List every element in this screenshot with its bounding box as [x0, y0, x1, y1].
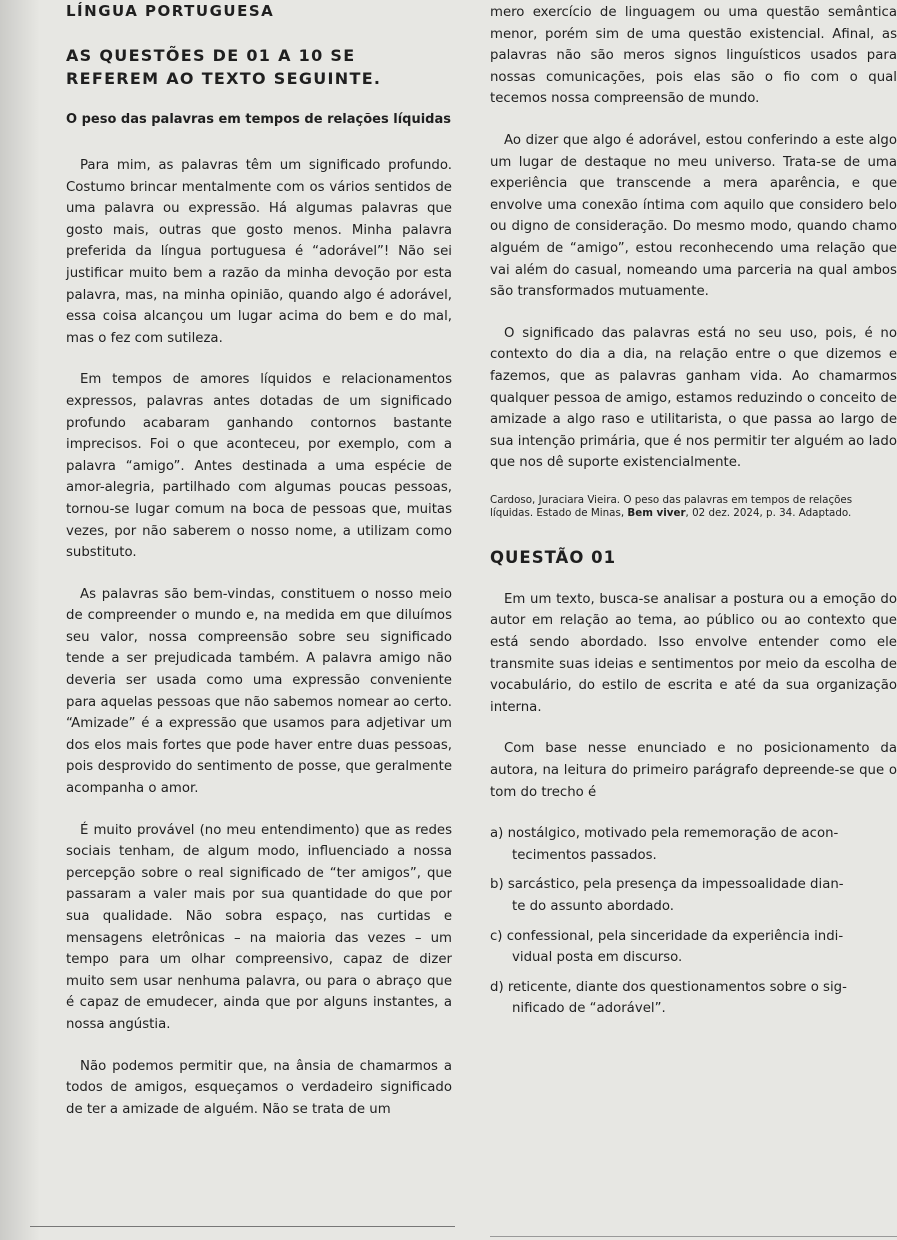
question-prompt-2: Com base nesse enunciado e no posicionamento da autora, na leitura do primeiro parágrafo depreende-se que o tom do trecho é	[490, 741, 897, 800]
option-d-line-1: d) reticente, diante dos questionamentos sobre o sig-	[490, 979, 847, 995]
option-c-line-2: vidual posta em discurso.	[512, 950, 683, 966]
option-d-line-2: nificado de “adorável”.	[512, 1001, 666, 1017]
citation-text: Cardoso, Juraciara Vieira. O peso das palavras em tempos de relações líquidas. Estado de Minas,	[490, 493, 853, 519]
paragraph-7: O significado das palavras está no seu uso, pois, é no contexto do dia a dia, na relação entre o que dizemos e fazemos, que as palavras ganham vida. Ao chamarmos qualquer pessoa de amigo, estamos reduzindo o conceito de amizade a algo raso e utilitarista, o que passa ao largo de sua intenção primária, que é nos permitir ter alguém ao lado que nos dê suporte existencialmente.	[490, 325, 897, 471]
paragraph-3: As palavras são bem-vindas, constituem o nosso meio de compreender o mundo e, na medida em que diluímos seu valor, nossa compreensão sobre seu significado tende a ser prejudicada também. A palavra amigo não deveria ser usada como uma expressão conveniente para aquelas pessoas que não sabemos nomear ao certo. “Amizade” é a expressão que usamos para adjetivar um dos elos mais fortes que pode haver entre duas pessoas, pois desprovido do sentimento de posse, que geralmente acompanha o amor.	[66, 586, 452, 797]
instruction-heading: AS QUESTÕES DE 01 A 10 SE REFEREM AO TEXTO SEGUINTE.	[66, 46, 382, 88]
paragraph-4: É muito provável (no meu entendimento) que as redes sociais tenham, de algum modo, influenciado a nossa percepção sobre o real significado de “ter amigos”, que passaram a valer mais por sua quantidade do que por sua qualidade. Não sobra espaço, nas curtidas e mensagens eletrônicas – na maioria das vezes – um tempo para um olhar compreensivo, capaz de dizer muito sem usar nenhuma palavra, ou para o abraço que é capaz de emudecer, ainda que por alguns instantes, a nossa angústia.	[66, 822, 452, 1032]
citation	[490, 494, 897, 520]
option-d[interactable]	[490, 977, 897, 1020]
subject-heading: LÍNGUA PORTUGUESA	[66, 2, 275, 20]
page-bottom-rule-right	[490, 1236, 897, 1237]
question-title: QUESTÃO 01	[490, 547, 617, 567]
option-b-line-1: b) sarcástico, pela presença da impessoalidade dian-	[490, 877, 844, 893]
option-c-line-1: c) confessional, pela sinceridade da experiência indi-	[490, 928, 844, 944]
option-b-line-2: te do assunto abordado.	[512, 899, 674, 914]
paragraph-1: Para mim, as palavras têm um significado profundo. Costumo brincar mentalmente com os vários sentidos de uma palavra ou expressão. Há algumas palavras que gosto mais, outras que gosto menos. Minha palavra preferida da língua portuguesa é “adorável”! Não sei justificar muito bem a razão da minha devoção por esta palavra, mas, na minha opinião, quando algo é adorável, essa coisa alcançou um lugar acima do bem e do mal, mas o fez com sutileza.	[66, 158, 452, 346]
text-title: O peso das palavras em tempos de relações líquidas	[66, 112, 451, 127]
right-column	[490, 2, 897, 1028]
question-prompt-1: Em um texto, busca-se analisar a postura ou a emoção do autor em relação ao tema, ao público ou ao contexto que está sendo abordado. Isso envolve entender como ele transmite suas ideias e sentimentos por meio da escolha de vocabulário, do estilo de escrita e até da sua organização interna.	[490, 591, 897, 715]
citation-section: Bem viver	[627, 506, 686, 519]
paragraph-6: Ao dizer que algo é adorável, estou conferindo a este algo um lugar de destaque no meu universo. Trata-se de uma experiência que transcende a mera aparência, e que envolve uma conexão íntima com aquilo que considero belo ou digno de consideração. Do mesmo modo, quando chamo alguém de “amigo”, estou reconhecendo uma relação que vai além do casual, nomeando uma parceria na qual ambos são transformados mutuamente.	[490, 132, 897, 300]
paragraph-5-continued: mero exercício de linguagem ou uma questão semântica menor, porém sim de uma questão existencial. Afinal, as palavras não são meros signos linguísticos usados para nossas comunicações, pois elas são o fio com o qual tecemos nossa compreensão de mundo.	[490, 5, 897, 107]
page-shadow	[0, 0, 40, 1240]
left-column	[66, 2, 452, 1140]
citation-end: , 02 dez. 2024, p. 34. Adaptado.	[685, 506, 852, 519]
option-a-line-1: a) nostálgico, motivado pela rememoração de acon-	[490, 826, 839, 842]
paragraph-5: Não podemos permitir que, na ânsia de chamarmos a todos de amigos, esqueçamos o verdadeiro significado de ter a amizade de alguém. Não se trata de um	[66, 1058, 452, 1117]
option-c[interactable]	[490, 926, 897, 969]
option-a-line-2: tecimentos passados.	[512, 847, 657, 863]
option-b[interactable]	[490, 874, 897, 917]
page-bottom-rule	[30, 1226, 455, 1227]
option-a[interactable]	[490, 823, 897, 866]
paragraph-2: Em tempos de amores líquidos e relacionamentos expressos, palavras antes dotadas de um significado profundo acabaram ganhando contornos bastante imprecisos. Foi o que aconteceu, por exemplo, com a palavra “amigo”. Antes destinada a uma espécie de amor-alegria, partilhado com algumas poucas pessoas, tornou-se lugar comum na boca de pessoas que, muitas vezes, por não saberem o nosso nome, a utilizam como substituto.	[66, 372, 452, 561]
answer-options	[490, 823, 897, 1020]
